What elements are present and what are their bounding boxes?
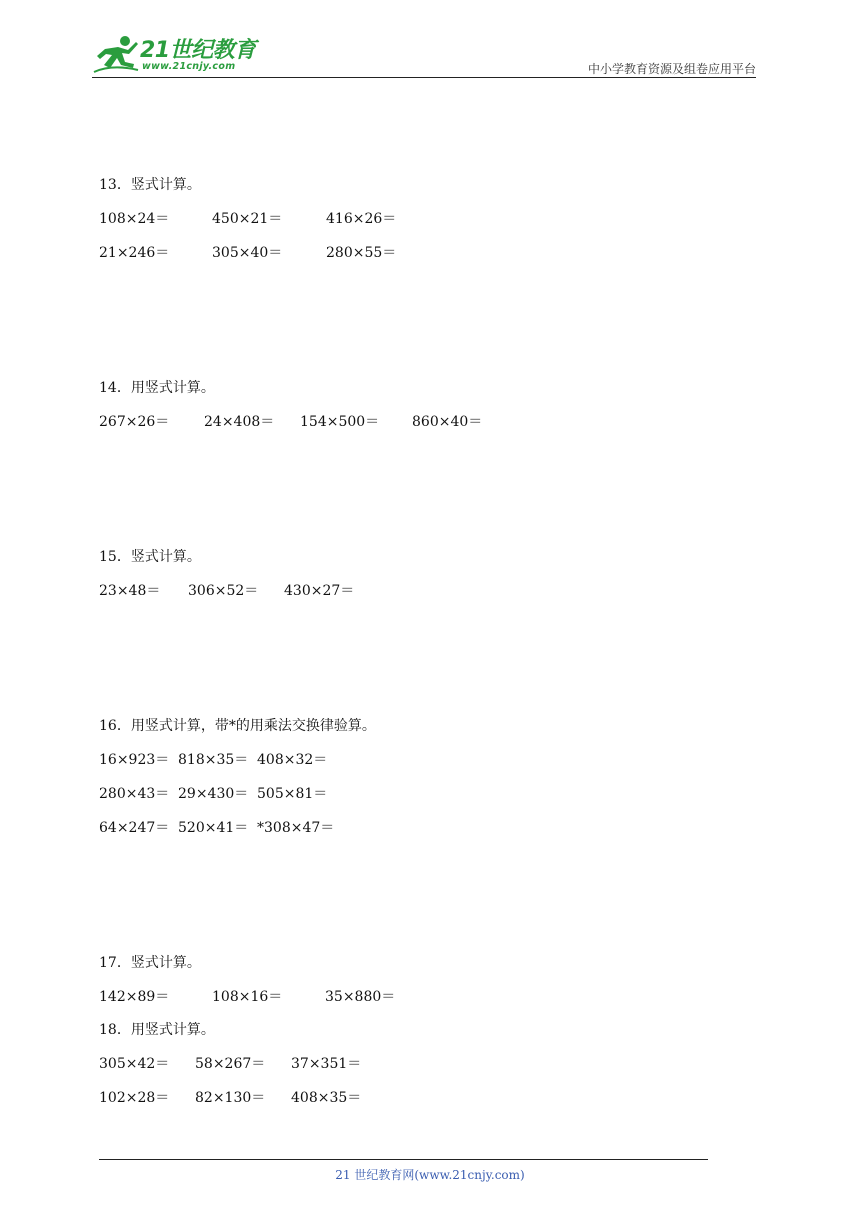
expression: 450×21＝ [212,211,283,227]
expression: 21×246＝ [99,245,170,261]
expression: 408×32＝ [257,752,328,768]
expression: 82×130＝ [195,1090,266,1106]
footer-divider [99,1159,708,1160]
expression: 108×24＝ [99,211,170,227]
expression: 37×351＝ [291,1056,362,1072]
expression: 306×52＝ [188,583,259,599]
expression: 142×89＝ [99,989,170,1005]
page-header [92,30,756,80]
expression: 505×81＝ [257,786,328,802]
expression: 102×28＝ [99,1090,170,1106]
expression: 430×27＝ [284,583,355,599]
expression: 520×41＝ [178,820,249,836]
question-16-title: 16．用竖式计算，带*的用乘法交换律验算。 [99,718,376,734]
expression: 16×923＝ [99,752,170,768]
question-13-title: 13．竖式计算。 [99,177,201,193]
expression: 24×408＝ [204,414,275,430]
site-logo [92,34,262,76]
expression: 818×35＝ [178,752,249,768]
runner-logo-icon [92,34,142,76]
footer-link[interactable]: 21 世纪教育网(www.21cnjy.com) [335,1168,525,1182]
expression: *308×47＝ [257,820,335,836]
expression: 64×247＝ [99,820,170,836]
expression: 108×16＝ [212,989,283,1005]
logo-url: www.21cnjy.com [142,61,236,72]
expression: 29×430＝ [178,786,249,802]
expression: 23×48＝ [99,583,161,599]
question-17-title: 17．竖式计算。 [99,955,201,971]
question-15-title: 15．竖式计算。 [99,549,201,565]
expression: 280×55＝ [326,245,397,261]
expression: 58×267＝ [195,1056,266,1072]
question-18-title: 18．用竖式计算。 [99,1022,215,1038]
expression: 305×40＝ [212,245,283,261]
expression: 416×26＝ [326,211,397,227]
expression: 267×26＝ [99,414,170,430]
expression: 280×43＝ [99,786,170,802]
expression: 408×35＝ [291,1090,362,1106]
expression: 154×500＝ [300,414,380,430]
platform-name: 中小学教育资源及组卷应用平台 [587,62,756,76]
logo-text: 21世纪教育 [140,38,256,63]
expression: 860×40＝ [412,414,483,430]
expression: 35×880＝ [325,989,396,1005]
expression: 305×42＝ [99,1056,170,1072]
question-14-title: 14．用竖式计算。 [99,380,215,396]
header-divider [92,77,756,78]
